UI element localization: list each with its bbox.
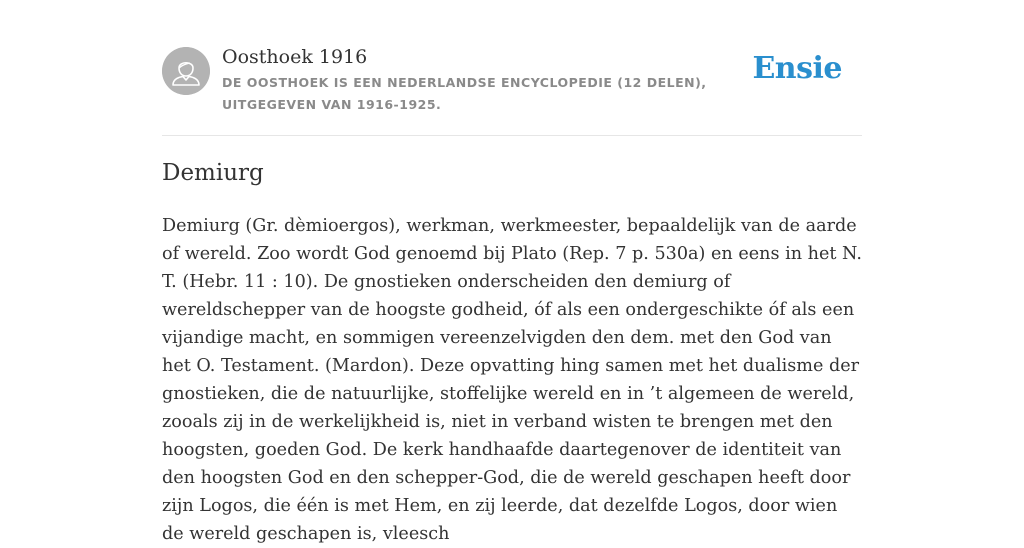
source-description: DE OOSTHOEK IS EEN NEDERLANDSE ENCYCLOPEDIE (12 DELEN), UITGEGEVEN VAN 1916-1925. bbox=[222, 75, 707, 112]
source-avatar[interactable] bbox=[162, 47, 210, 95]
user-icon bbox=[162, 47, 210, 95]
ensie-logo-link[interactable]: Ensie bbox=[752, 51, 842, 86]
source-header bbox=[162, 0, 862, 136]
article-title: Demiurg bbox=[162, 160, 264, 186]
source-name[interactable]: Oosthoek 1916 bbox=[222, 46, 368, 68]
page-container bbox=[162, 0, 862, 544]
article-body: Demiurg (Gr. dèmioergos), werkman, werkmeester, bepaaldelijk van de aarde of wereld. Zoo wordt God genoemd bij Plato (Rep. 7 p. 530a) en eens in het N. T. (Hebr. 11 : 10). De gnostieken onderscheiden den demiurg of wereldschepper van de hoogste godheid, óf als een ondergeschikte óf als een vijandige macht, en sommigen vereenzelvigden den dem. met den God van het O. Testament. (Mardon). Deze opvatting hing samen met het dualisme der gnostieken, die de natuurlijke, stoffelijke wereld en in ’t algemeen de wereld, zooals zij in de werkelijkheid is, niet in verband wisten te brengen met den hoogsten, goeden God. De kerk handhaafde daartegenover de identiteit van den hoogsten God en den schepper-God, die de wereld geschapen heeft door zijn Logos, die één is met Hem, en zij leerde, dat dezelfde Logos, door wien de wereld geschapen is, vleesch bbox=[162, 216, 862, 544]
